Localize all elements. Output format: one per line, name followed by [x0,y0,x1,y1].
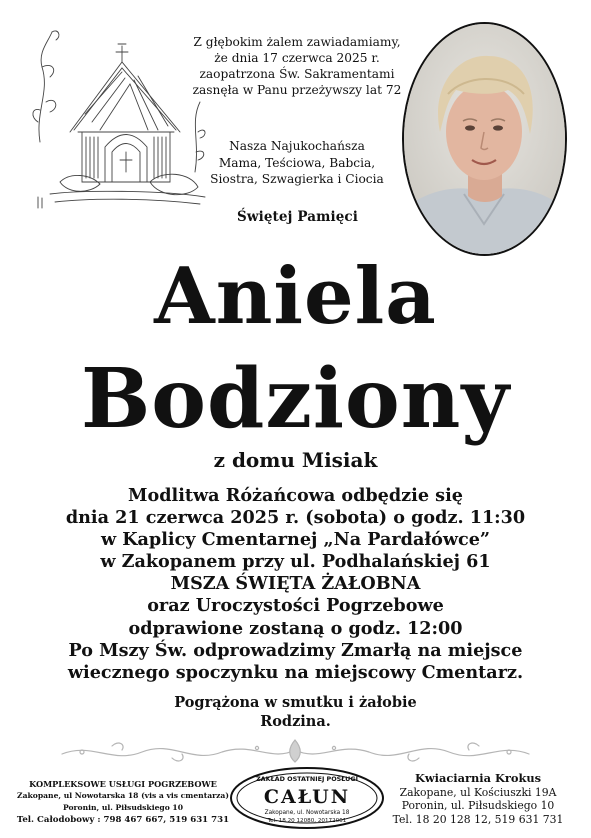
chapel-illustration [30,22,212,212]
relations-text [208,138,386,188]
announcement-line: wiecznego spoczynku na miejscowy Cmentarz. [67,661,524,683]
florist-address: Zakopane, ul Kościuszki 19A [399,785,557,799]
florist-info [372,772,584,826]
relations-line: Mama, Teściowa, Babcia, [218,155,376,170]
announcement-line: MSZA ŚWIĘTA ŻAŁOBNA [170,573,421,595]
announcement-line: Modlitwa Różańcowa odbędzie się [128,485,463,506]
intro-line: że dnia 17 czerwca 2025 r. [214,51,380,65]
announcement-line: Po Mszy Św. odprowadzimy Zmarłą na miejsce [68,639,523,661]
ornament-divider [52,736,539,766]
closing-line: Pogrążona w smutku i żałobie [174,694,417,711]
stamp-phone: Tel. 18 20 12080, 20172061 [267,818,347,824]
relations-line: Siostra, Szwagierka i Ciocia [210,172,384,186]
funeral-home-name: KOMPLEKSOWE USŁUGI POGRZEBOWE [29,779,217,789]
intro-line: zasnęła w Panu przeżywszy lat 72 [192,83,402,97]
announcement-line: oraz Uroczystości Pogrzebowe [147,595,444,617]
announcement-line: dnia 21 czerwca 2025 r. (sobota) o godz. 11:30 [65,507,526,529]
closing-line: Rodzina. [260,713,331,730]
announcement-line: w Zakopanem przy ul. Podhalańskiej 61 [100,551,491,573]
announcement-line: w Kaplicy Cmentarnej „Na Pardałówce” [100,529,491,551]
funeral-home-address: Poronin, ul. Piłsudskiego 10 [62,802,183,812]
deceased-last-name: Bodziony [80,351,510,447]
stamp-name: CAŁUN [263,786,351,808]
florist-address: Poronin, ul. Piłsudskiego 10 [401,799,555,813]
closing-text [0,693,591,731]
relations-line: Nasza Najukochańsza [229,139,365,153]
stamp-address: Zakopane, ul. Nowotarska 18 [264,810,350,816]
deceased-first-name: Aniela [154,251,437,342]
portrait-photo [402,22,567,256]
maiden-name: z domu Misiak [213,448,378,472]
florist-phone: Tel. 18 20 128 12, 519 631 731 [392,812,564,826]
funeral-home-info [12,779,234,827]
funeral-home-address: Zakopane, ul Nowotarska 18 (vis a vis cmentarza) [17,791,229,801]
funeral-home-phone: Tel. Całodobowy : 798 467 667, 519 631 731 [16,815,230,826]
portrait-illustration [404,24,565,254]
stamp-top-text: ZAKŁAD OSTATNIEJ POSŁUGI [256,775,358,783]
memory-label: Świętej Pamięci [237,209,358,225]
calun-stamp-logo [228,766,386,830]
intro-line: zaopatrzona Św. Sakramentami [199,67,395,81]
funeral-announcement [20,485,571,684]
florist-name: Kwiaciarnia Krokus [414,771,542,785]
intro-line: Z głębokim żalem zawiadamiamy, [193,35,401,49]
intro-text [190,34,404,98]
announcement-line: odprawione zostaną o godz. 12:00 [128,617,463,639]
